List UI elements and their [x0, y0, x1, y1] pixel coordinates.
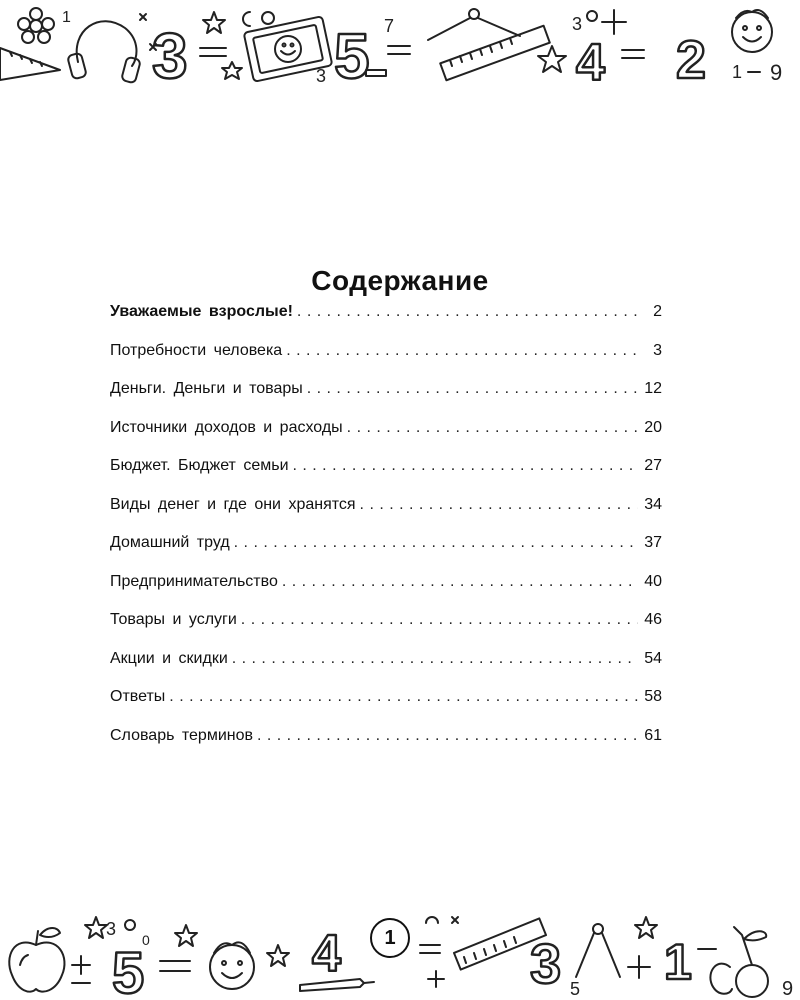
star-icon: [175, 925, 197, 946]
toc-entry-page: 37: [644, 534, 662, 551]
circle-icon: [587, 11, 597, 21]
equals-icon: [200, 48, 226, 56]
star-icon: [222, 62, 242, 79]
svg-text:3: 3: [152, 20, 188, 90]
circle-icon: [262, 12, 274, 24]
numeral-five-icon: [112, 941, 144, 1000]
equals-icon: [622, 50, 644, 58]
small-nine-glyph: 9: [782, 978, 794, 1000]
toc-entry-title: Товары и услуги: [110, 611, 237, 628]
toc-entry-title: Деньги. Деньги и товары: [110, 380, 303, 397]
svg-text:4: 4: [312, 925, 341, 983]
apple-icon: [9, 928, 64, 992]
toc-entry-page: 3: [653, 341, 662, 359]
dot-leader: [282, 573, 638, 591]
dot-leader: [297, 303, 638, 321]
flower-icon: [18, 8, 54, 43]
toc-entry-title: Источники доходов и расходы: [110, 418, 343, 436]
svg-text:2: 2: [676, 30, 707, 90]
circle-icon: [125, 920, 135, 930]
small-three-glyph: 3: [106, 919, 117, 939]
cherries-icon: [710, 927, 768, 997]
plus-icon: [72, 956, 90, 974]
ruler-icon: [0, 48, 60, 80]
star-icon: [267, 945, 289, 966]
plus-icon: [428, 971, 444, 987]
star-icon: [538, 46, 566, 72]
toc-entry[interactable]: [110, 496, 662, 535]
svg-text:5: 5: [112, 941, 145, 1000]
small-five-glyph: 5: [570, 979, 581, 999]
dot-leader: [307, 380, 638, 398]
page-number-badge: 1: [370, 918, 410, 958]
star-icon: [203, 12, 225, 33]
toc-entry[interactable]: [110, 727, 662, 766]
compass-icon: [428, 9, 520, 40]
equals-icon: [388, 46, 410, 54]
small-seven-glyph: 7: [384, 16, 395, 36]
dot-leader: [293, 457, 639, 475]
numeral-three-icon: [152, 20, 188, 90]
page-title: Содержание: [311, 264, 489, 296]
small-zero-glyph: 0: [142, 932, 150, 948]
toc-entry-title: Бюджет. Бюджет семьи: [110, 457, 289, 474]
numeral-five-icon: [334, 20, 370, 90]
numeral-four-icon: [576, 34, 605, 90]
toc-entry-page: 34: [644, 495, 662, 513]
dot-leader: [257, 727, 638, 745]
toc-entry[interactable]: [110, 303, 662, 342]
toc-entry-title: Домашний труд: [110, 534, 230, 551]
toc-entry-title: Уважаемые взрослые!: [110, 303, 293, 320]
toc-entry-page: 58: [644, 688, 662, 705]
dot-leader: [286, 342, 638, 360]
plus-icon: [602, 10, 626, 34]
toc-entry[interactable]: [110, 342, 662, 381]
toc-entry-page: 20: [644, 418, 662, 436]
dot-leader: [234, 534, 638, 552]
toc-entry[interactable]: [110, 688, 662, 727]
toc-entry[interactable]: [110, 380, 662, 419]
toc-entry-title: Виды денег и где они хранятся: [110, 495, 356, 513]
equals-icon: [160, 961, 190, 971]
small-nine-glyph: 9: [770, 60, 783, 85]
toc-entry-page: 46: [644, 611, 662, 628]
small-three-glyph: 3: [572, 14, 583, 34]
toc-entry[interactable]: [110, 457, 662, 496]
compass-icon: [576, 924, 620, 977]
cross-mark-icon: [452, 917, 458, 923]
star-icon: [85, 917, 107, 938]
toc-entry[interactable]: [110, 419, 662, 458]
small-three-glyph: 3: [316, 66, 327, 86]
svg-text:1: 1: [664, 934, 692, 990]
toc-entry-page: 27: [644, 457, 662, 474]
toc-entry-title: Потребности человека: [110, 341, 283, 359]
star-icon: [635, 917, 657, 938]
toc-entry[interactable]: [110, 534, 662, 573]
headphones-icon: [67, 21, 141, 83]
small-one-glyph: 1: [62, 9, 71, 26]
equals-icon: [420, 945, 440, 953]
plus-icon: [628, 956, 650, 978]
toc-entry-title: Акции и скидки: [110, 649, 228, 667]
toc-entry-page: 54: [644, 649, 662, 667]
numeral-three-icon: [530, 932, 561, 995]
ruler-icon: [440, 26, 550, 81]
toc-entry-title: Ответы: [110, 688, 166, 705]
toc-entry-page: 12: [644, 380, 662, 397]
toc-entry-title: Словарь терминов: [110, 726, 253, 744]
small-c-icon: [243, 12, 250, 26]
numeral-four-icon: [312, 925, 341, 983]
smiley-face-icon: [210, 942, 254, 989]
svg-text:3: 3: [530, 932, 562, 995]
toc-entry[interactable]: [110, 611, 662, 650]
table-of-contents: [110, 303, 662, 765]
svg-text:5: 5: [334, 20, 370, 90]
dot-leader: [232, 650, 638, 668]
smiley-face-icon: [732, 10, 772, 52]
toc-entry-page: 40: [644, 572, 662, 590]
small-c-icon: [426, 917, 438, 923]
numeral-two-icon: [676, 30, 706, 90]
toc-entry[interactable]: [110, 650, 662, 689]
dot-leader: [169, 688, 638, 706]
toc-entry-page: 2: [653, 303, 662, 320]
top-doodle-border: [0, 0, 800, 90]
toc-entry-page: 61: [644, 726, 662, 744]
toc-entry[interactable]: [110, 573, 662, 612]
numeral-one-icon: [664, 934, 692, 990]
dot-leader: [241, 611, 638, 629]
dot-leader: [347, 419, 638, 437]
svg-text:4: 4: [576, 34, 605, 90]
dot-leader: [360, 496, 638, 514]
toc-entry-title: Предпринимательство: [110, 572, 278, 590]
small-one-glyph: 1: [732, 62, 743, 82]
